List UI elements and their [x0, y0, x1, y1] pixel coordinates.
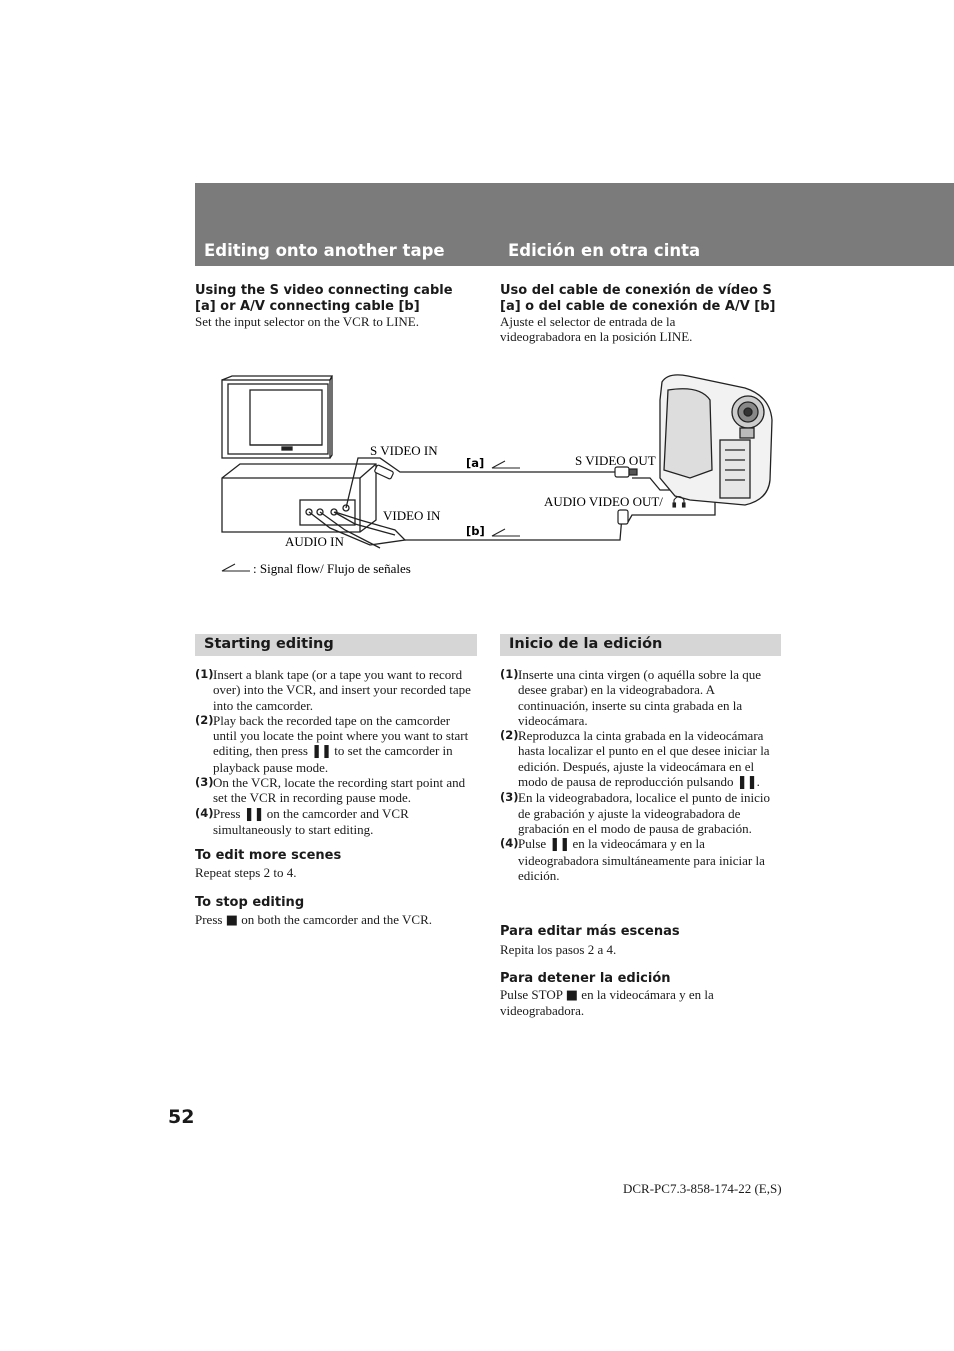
step-text-cont: .: [756, 774, 760, 790]
step-item: [500, 667, 784, 728]
cable-heading-en: Using the S video connecting cable [a] or A/V connecting cable [b]: [195, 283, 453, 314]
step-item: [500, 790, 784, 836]
step-number: (4): [195, 805, 214, 820]
stop-icon: ■: [565, 988, 579, 1003]
step-number: (3): [195, 775, 214, 790]
step-text: Inserte una cinta virgen (o aquélla sobre la que desee grabar) en la videograbadora. A continuación, inserte su cinta grabada en la videocámara.: [518, 667, 762, 728]
pause-icon: ❚❚: [243, 806, 264, 822]
more-scenes-heading-es: Para editar más escenas: [500, 924, 680, 939]
step-text-cont: on the camcorder and VCR simultaneously to start editing.: [213, 805, 409, 837]
vcr-illustration: [222, 464, 376, 532]
camcorder-illustration: [660, 375, 772, 505]
step-item: [195, 806, 477, 838]
stop-text-es: [500, 987, 750, 1019]
section-bar-starting-en: [195, 634, 477, 656]
label-cable-a: [a]: [466, 456, 485, 470]
step-text: Press: [213, 805, 244, 821]
step-item: [500, 836, 784, 883]
tv-illustration: [222, 376, 332, 458]
steps-list-en: [195, 667, 477, 837]
step-text: En la videograbadora, localice el punto de inicio de grabación y ajuste la videograbadora de grabación en el modo de pausa de grabación.: [518, 790, 770, 836]
stop-heading-es: Para detener la edición: [500, 971, 671, 986]
step-text: On the VCR, locate the recording start point and set the VCR in recording pause mode.: [213, 775, 466, 806]
signal-flow-legend: : Signal flow/ Flujo de señales: [253, 561, 411, 576]
cable-text-en: Set the input selector on the VCR to LINE.: [195, 314, 419, 329]
page-title-en: Editing onto another tape: [204, 241, 445, 260]
step-number: (2): [195, 712, 214, 727]
step-item: [500, 728, 784, 790]
step-item: [195, 713, 477, 775]
more-scenes-text-en: Repeat steps 2 to 4.: [195, 865, 297, 880]
pause-icon: ❚❚: [736, 775, 757, 791]
steps-list-es: [500, 667, 784, 883]
pause-icon: ❚❚: [311, 744, 332, 760]
step-text-cont: to set the camcorder in playback pause mode.: [213, 743, 453, 775]
step-item: [195, 775, 477, 806]
step-number: (1): [195, 667, 214, 681]
step-text: Reproduzca la cinta grabada en la videocámara hasta localizar el punto en el que desee iniciar la edición. Después, ajuste la videocámara en el modo de pausa de reproducción pulsando: [518, 728, 770, 790]
label-s-video-in: S VIDEO IN: [370, 443, 438, 458]
step-number: (4): [500, 836, 519, 851]
step-item: [195, 667, 477, 713]
cable-heading-es: Uso del cable de conexión de vídeo S [a] o del cable de conexión de A/V [b]: [500, 283, 776, 314]
label-cable-b: [b]: [466, 524, 485, 538]
page-number: 52: [168, 1106, 195, 1128]
pause-icon: ❚❚: [549, 837, 570, 853]
cable-text-es: Ajuste el selector de entrada de la videograbadora en la posición LINE.: [500, 314, 693, 345]
label-s-video-out: S VIDEO OUT: [575, 453, 656, 468]
stop-text-es-pre: Pulse STOP: [500, 987, 566, 1002]
connection-diagram: [0, 0, 954, 600]
page-title-es: Edición en otra cinta: [508, 241, 701, 260]
stop-text-en-pre: Press: [195, 912, 226, 927]
more-scenes-heading-en: To edit more scenes: [195, 848, 342, 863]
step-text: Pulse: [518, 836, 550, 852]
document-id: DCR-PC7.3-858-174-22 (E,S): [623, 1181, 782, 1196]
step-text: Insert a blank tape (or a tape you want to record over) into the VCR, and insert your recorded tape into the camcorder.: [213, 667, 471, 713]
section-heading-starting-es: Inicio de la edición: [509, 636, 663, 652]
label-video-in: VIDEO IN: [383, 508, 441, 523]
stop-text-en: [195, 912, 432, 928]
step-text-cont: en la videocámara y en la videograbadora simultáneamente para iniciar la edición.: [518, 836, 765, 883]
stop-text-en-post: on both the camcorder and the VCR.: [238, 912, 432, 927]
step-text: Play back the recorded tape on the camcorder until you locate the point where you want to start editing, then press: [213, 712, 469, 759]
label-audio-in: AUDIO IN: [285, 534, 344, 549]
section-heading-starting-en: Starting editing: [204, 636, 334, 652]
section-bar-starting-es: [500, 634, 781, 656]
label-audio-video-out: AUDIO VIDEO OUT/: [544, 494, 663, 509]
stop-heading-en: To stop editing: [195, 895, 305, 910]
step-number: (2): [500, 728, 519, 743]
more-scenes-text-es: Repita los pasos 2 a 4.: [500, 942, 617, 957]
step-number: (3): [500, 790, 519, 805]
step-number: (1): [500, 667, 519, 681]
stop-text-es-post: en la videocámara y en la videograbadora.: [500, 987, 714, 1019]
stop-icon: ■: [225, 913, 238, 928]
